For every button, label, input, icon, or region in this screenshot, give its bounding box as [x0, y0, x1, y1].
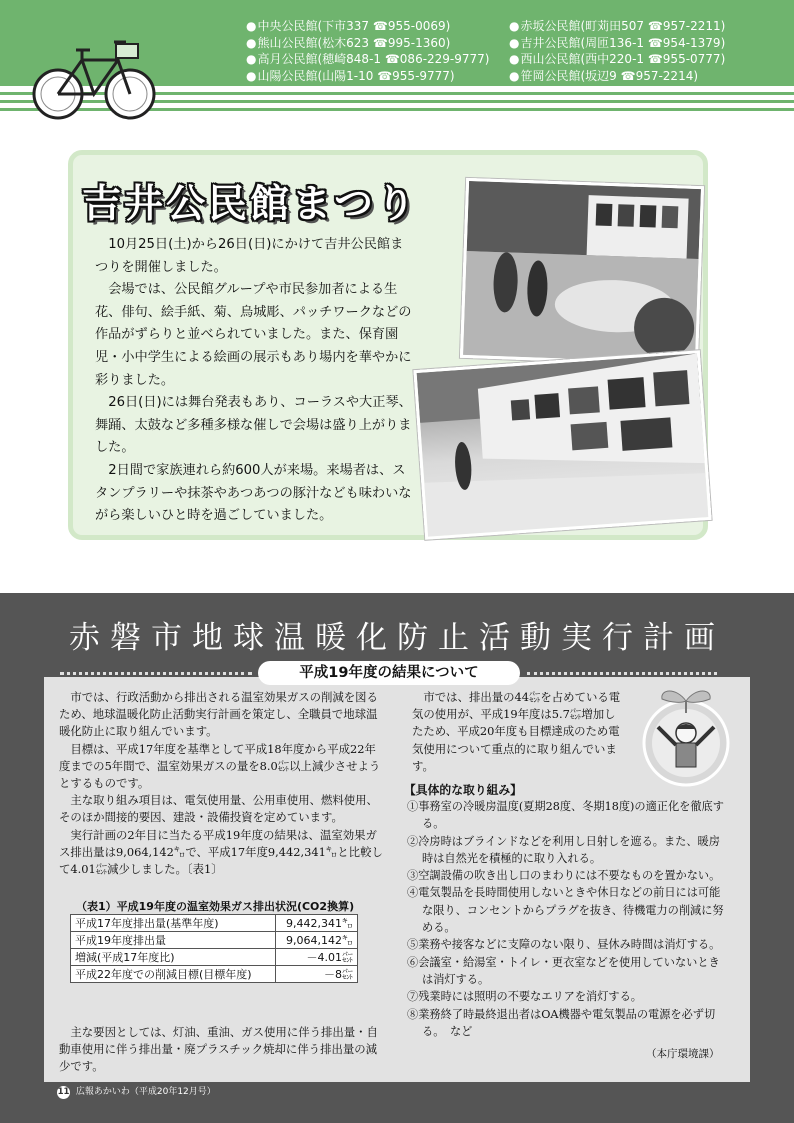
office-entry: ● 笹岡公民館(坂辺9 ☎957-2214)	[509, 68, 725, 85]
effort-item: ③空調設備の吹き出し口のまわりには不要なものを置かない。	[407, 869, 721, 883]
effort-item: ⑧業務終了時最終退出者はOA機器や電気製品の電源を必ず切る。 など	[407, 1007, 716, 1038]
festival-article	[95, 234, 413, 528]
table-label: 増減(平成17年度比)	[71, 949, 276, 966]
exhibit-photo	[460, 178, 704, 366]
table-row	[71, 966, 358, 983]
header	[0, 0, 794, 118]
credit-line: （本庁環境課）	[646, 1048, 720, 1060]
festival-paragraph: 会場では、公民館グループや市民参加者による生花、俳句、絵手紙、菊、烏城彫、パッチワークなどの作品がずらりと並べられていました。また、保育園児・小中学生による絵画の展示もあり場内を華やかに彩りました。	[95, 282, 412, 388]
table-caption: （表1）平成19年度の温室効果ガス排出状況(CO2換算)	[76, 900, 355, 913]
plan-title: 赤磐市地球温暖化防止活動実行計画	[69, 620, 725, 656]
table-value: －4.01㌫	[276, 949, 358, 966]
gallery-photo	[413, 350, 711, 540]
effort-item: ⑥会議室・給湯室・トイレ・更衣室などを使用していないときは消灯する。	[407, 955, 720, 986]
effort-item: ②冷房時はブラインドなどを利用し日射しを遮る。また、暖房時は自然光を積極的に取り入れる。	[407, 834, 720, 865]
table-value: 9,442,341㌔	[276, 915, 358, 932]
plan-left-column-bottom	[59, 1024, 386, 1076]
festival-paragraph: 2日間で家族連れら約600人が来場。来場者は、スタンプラリーや抹茶やあつあつの豚汁なども味わいながら楽しいひと時を過ごしていました。	[95, 462, 412, 524]
dotted-divider	[60, 672, 252, 675]
table-value: 9,064,142㌔	[276, 932, 358, 949]
table-row	[71, 915, 358, 932]
plan-paragraph: 主な取り組み項目は、電気使用量、公用車使用、燃料使用、そのほか間接的要因、建設・設備投資を定めています。	[59, 793, 378, 825]
page-number: 11	[57, 1087, 70, 1097]
festival-title: 吉井公民館まつり	[82, 182, 419, 227]
office-entry: ● 熊山公民館(松木623 ☎995-1360)	[246, 35, 490, 52]
effort-item: ⑦残業時には照明の不要なエリアを消灯する。	[407, 990, 642, 1004]
table-value: －8㌫	[276, 966, 358, 983]
gallery-photo-illustration	[417, 353, 709, 536]
office-entry: ● 西山公民館(西中220-1 ☎955-0777)	[509, 51, 725, 68]
office-entry: ● 赤坂公民館(町苅田507 ☎957-2211)	[509, 18, 725, 35]
exhibit-photo-illustration	[463, 181, 701, 363]
efforts-heading: 【具体的な取り組み】	[404, 783, 522, 797]
effort-item: ①事務室の冷暖房温度(夏期28度、冬期18度)の適正化を徹底する。	[407, 800, 724, 831]
efforts-list	[407, 798, 727, 1040]
office-list-right	[509, 18, 725, 84]
publication-name: 広報あかいわ（平成20年12月号）	[75, 1087, 216, 1097]
plan-paragraph: 実行計画の2年目に当たる平成19年度の結果は、温室効果ガス排出量は9,064,142㌔で、平成17年度9,442,341㌔と比較して4.01㌫減少しました。〔表1〕	[59, 827, 383, 877]
office-entry: ● 中央公民館(下市337 ☎955-0069)	[246, 18, 490, 35]
table-row	[71, 932, 358, 949]
table-label: 平成17年度排出量(基準年度)	[71, 915, 276, 932]
table-row	[71, 949, 358, 966]
festival-paragraph: 26日(日)には舞台発表もあり、コーラスや大正琴、舞踊、太鼓など多種多様な催しで会場は盛り上がりました。	[95, 395, 412, 456]
festival-paragraph: 10月25日(土)から26日(日)にかけて吉井公民館まつりを開催しました。	[95, 237, 404, 275]
footer	[57, 1084, 216, 1099]
effort-item: ④電気製品を長時間使用しないときや休日などの前日には可能な限り、コンセントからプラグを抜き、待機電力の削減に努める。	[407, 886, 724, 935]
plan-paragraph: 市では、行政活動から排出される温室効果ガスの削減を図るため、地球温暖化防止活動実行計画を策定し、全職員で地球温暖化防止に取り組んでいます。	[59, 690, 378, 739]
table-label: 平成19年度排出量	[71, 932, 276, 949]
office-entry: ● 高月公民館(穂崎848-1 ☎086-229-9777)	[246, 51, 490, 68]
plan-paragraph: 市では、排出量の44㌫を占めている電気の使用が、平成19年度は5.7㌫増加したため、平成20年度も目標達成のため電気使用について重点的に取り組んでいます。	[412, 690, 621, 773]
office-entry: ● 吉井公民館(周匝136-1 ☎954-1379)	[509, 35, 725, 52]
plan-paragraph: 主な要因としては、灯油、重油、ガス使用に伴う排出量・自動車使用に伴う排出量・廃プラスチック焼却に伴う排出量の減少です。	[59, 1025, 378, 1074]
plan-subtitle: 平成19年度の結果について	[258, 661, 520, 685]
plan-right-intro	[412, 689, 626, 775]
emissions-table	[70, 914, 358, 983]
office-list-left	[246, 18, 490, 84]
effort-item: ⑤業務や接客などに支障のない限り、昼休み時間は消灯する。	[407, 938, 721, 952]
office-entry: ● 山陽公民館(山陽1-10 ☎955-9777)	[246, 68, 490, 85]
plan-left-column	[59, 689, 386, 878]
plan-paragraph: 目標は、平成17年度を基準として平成18年度から平成22年度までの5年間で、温室効果ガスの量を8.0㌫以上減少させようとするものです。	[59, 741, 381, 791]
dotted-divider	[527, 672, 717, 675]
eco-mascot-icon	[636, 683, 736, 789]
table-label: 平成22年度での削減目標(目標年度)	[71, 966, 276, 983]
bicycle-icon	[30, 30, 160, 122]
